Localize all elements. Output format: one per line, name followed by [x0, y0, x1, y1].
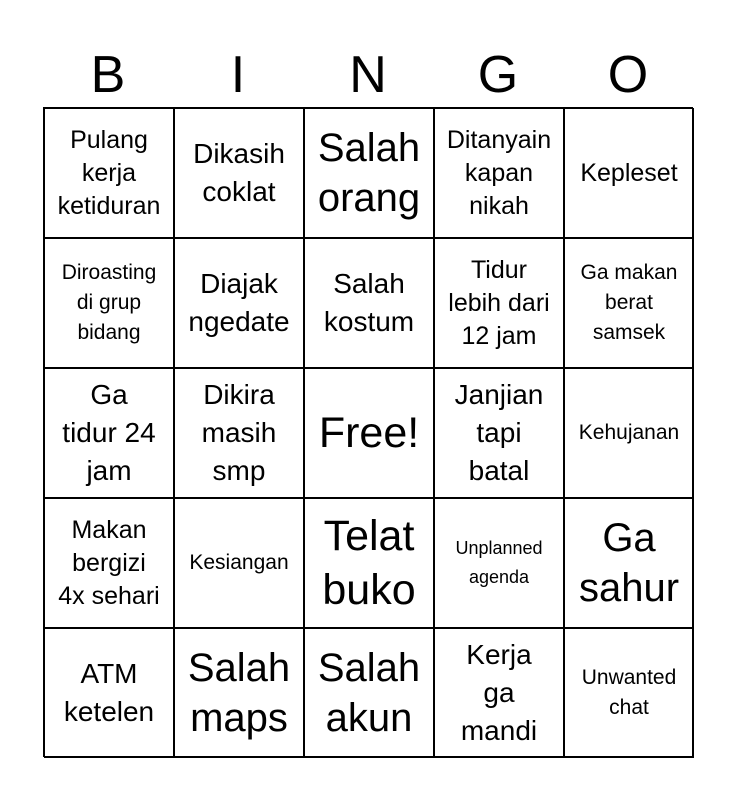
header-letter-o: O — [607, 46, 649, 104]
bingo-cell[interactable]: Janjian tapi batal — [434, 368, 564, 498]
bingo-cell[interactable]: ATM ketelen — [44, 628, 174, 758]
bingo-cell[interactable]: Kerja ga mandi — [434, 628, 564, 758]
bingo-cell[interactable]: Kesiangan — [174, 498, 304, 628]
bingo-cell[interactable]: Salah orang — [304, 108, 434, 238]
bingo-cell[interactable]: Salah maps — [174, 628, 304, 758]
bingo-cell[interactable]: Ga sahur — [564, 498, 694, 628]
bingo-cell[interactable]: Ditanyain kapan nikah — [434, 108, 564, 238]
bingo-cell[interactable]: Salah akun — [304, 628, 434, 758]
bingo-cell[interactable]: Unplanned agenda — [434, 498, 564, 628]
bingo-header — [43, 44, 693, 106]
bingo-cell[interactable]: Telat buko — [304, 498, 434, 628]
bingo-cell-free[interactable]: Free! — [304, 368, 434, 498]
bingo-cell[interactable]: Ga tidur 24 jam — [44, 368, 174, 498]
bingo-cell[interactable]: Salah kostum — [304, 238, 434, 368]
header-letter-b: B — [90, 46, 126, 104]
bingo-cell[interactable]: Kehujanan — [564, 368, 694, 498]
bingo-cell[interactable]: Dikira masih smp — [174, 368, 304, 498]
header-letter-g: G — [477, 46, 519, 104]
bingo-cell[interactable]: Tidur lebih dari 12 jam — [434, 238, 564, 368]
bingo-cell[interactable]: Ga makan berat samsek — [564, 238, 694, 368]
bingo-cell[interactable]: Makan bergizi 4x sehari — [44, 498, 174, 628]
bingo-cell[interactable]: Pulang kerja ketiduran — [44, 108, 174, 238]
bingo-cell[interactable]: Diroasting di grup bidang — [44, 238, 174, 368]
header-letter-n: N — [349, 46, 387, 104]
bingo-cell[interactable]: Diajak ngedate — [174, 238, 304, 368]
bingo-cell[interactable]: Unwanted chat — [564, 628, 694, 758]
bingo-cell[interactable]: Dikasih coklat — [174, 108, 304, 238]
bingo-board — [43, 107, 693, 757]
bingo-cell[interactable]: Kepleset — [564, 108, 694, 238]
header-letter-i: I — [230, 46, 246, 104]
